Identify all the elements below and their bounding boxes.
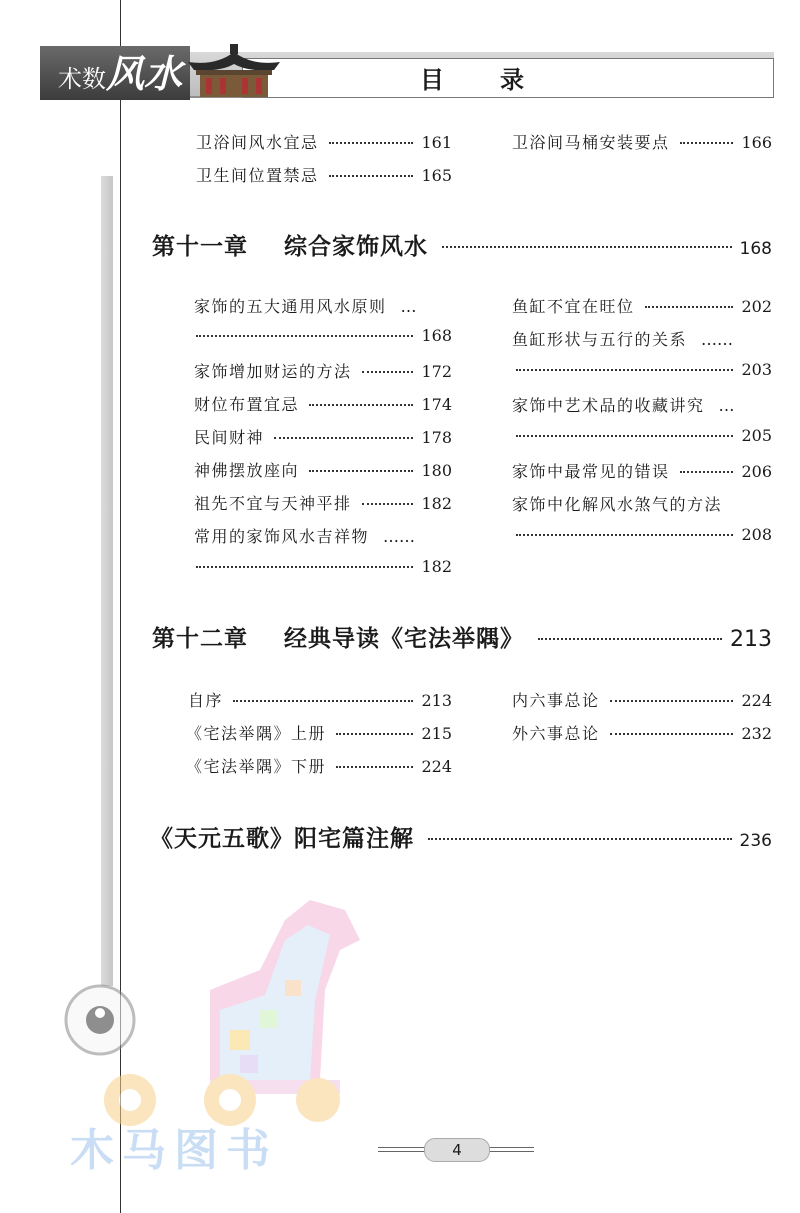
toc-entry-continuation[interactable]: 168 <box>196 326 452 345</box>
publisher-watermark <box>60 880 420 1180</box>
palace-roof-icon <box>186 44 282 100</box>
toc-entry[interactable]: 自序 213 <box>188 691 452 710</box>
toc-entry-continuation[interactable]: 203 <box>516 360 772 379</box>
toc-entry[interactable]: 卫浴间马桶安装要点 166 <box>512 133 772 152</box>
appendix-heading[interactable]: 《天元五歌》阳宅篇注解 236 <box>150 826 772 852</box>
toc-entry[interactable]: 家饰中最常见的错误 206 <box>512 462 772 481</box>
toc-entry[interactable]: 常用的家饰风水吉祥物 …… <box>194 527 416 546</box>
toc-entry[interactable]: 卫浴间风水宜忌 161 <box>196 133 452 152</box>
series-logo: 术数风水 <box>58 52 183 96</box>
chapter-heading[interactable]: 第十一章 综合家饰风水 168 <box>152 234 772 260</box>
toc-entry[interactable]: 内六事总论 224 <box>512 691 772 710</box>
toc-entry[interactable]: 卫生间位置禁忌 165 <box>196 166 452 185</box>
toc-entry[interactable]: 财位布置宜忌 174 <box>194 395 452 414</box>
toc-entry[interactable]: 家饰增加财运的方法 172 <box>194 362 452 381</box>
toc-entry[interactable]: 《宅法举隅》上册 215 <box>186 724 452 743</box>
toc-entry[interactable]: 《宅法举隅》下册 224 <box>186 757 452 776</box>
toc-entry[interactable]: 祖先不宜与天神平排 182 <box>194 494 452 513</box>
toc-entry[interactable]: 外六事总论 232 <box>512 724 772 743</box>
toc-entry[interactable]: 家饰的五大通用风水原则 … <box>194 297 417 316</box>
toc-entry[interactable]: 神佛摆放座向 180 <box>194 461 452 480</box>
svg-text:木马图书: 木马图书 <box>70 1125 278 1176</box>
toc-entry[interactable]: 家饰中化解风水煞气的方法 <box>512 495 723 514</box>
toc-entry[interactable]: 鱼缸不宜在旺位 202 <box>512 297 772 316</box>
page-edge-shade <box>101 176 113 986</box>
toc-entry-continuation[interactable]: 182 <box>196 557 452 576</box>
toc-entry[interactable]: 鱼缸形状与五行的关系 …… <box>512 330 734 349</box>
toc-entry-continuation[interactable]: 205 <box>516 426 772 445</box>
page-title: 目录 <box>420 66 580 94</box>
page-number: 4 <box>424 1138 490 1162</box>
page-footer <box>378 1138 534 1160</box>
toc-entry[interactable]: 家饰中艺术品的收藏讲究 … <box>512 396 735 415</box>
toc-entry[interactable]: 民间财神 178 <box>194 428 452 447</box>
chapter-heading[interactable]: 第十二章 经典导读《宅法举隅》 213 <box>152 626 772 652</box>
toc-entry-continuation[interactable]: 208 <box>516 525 772 544</box>
